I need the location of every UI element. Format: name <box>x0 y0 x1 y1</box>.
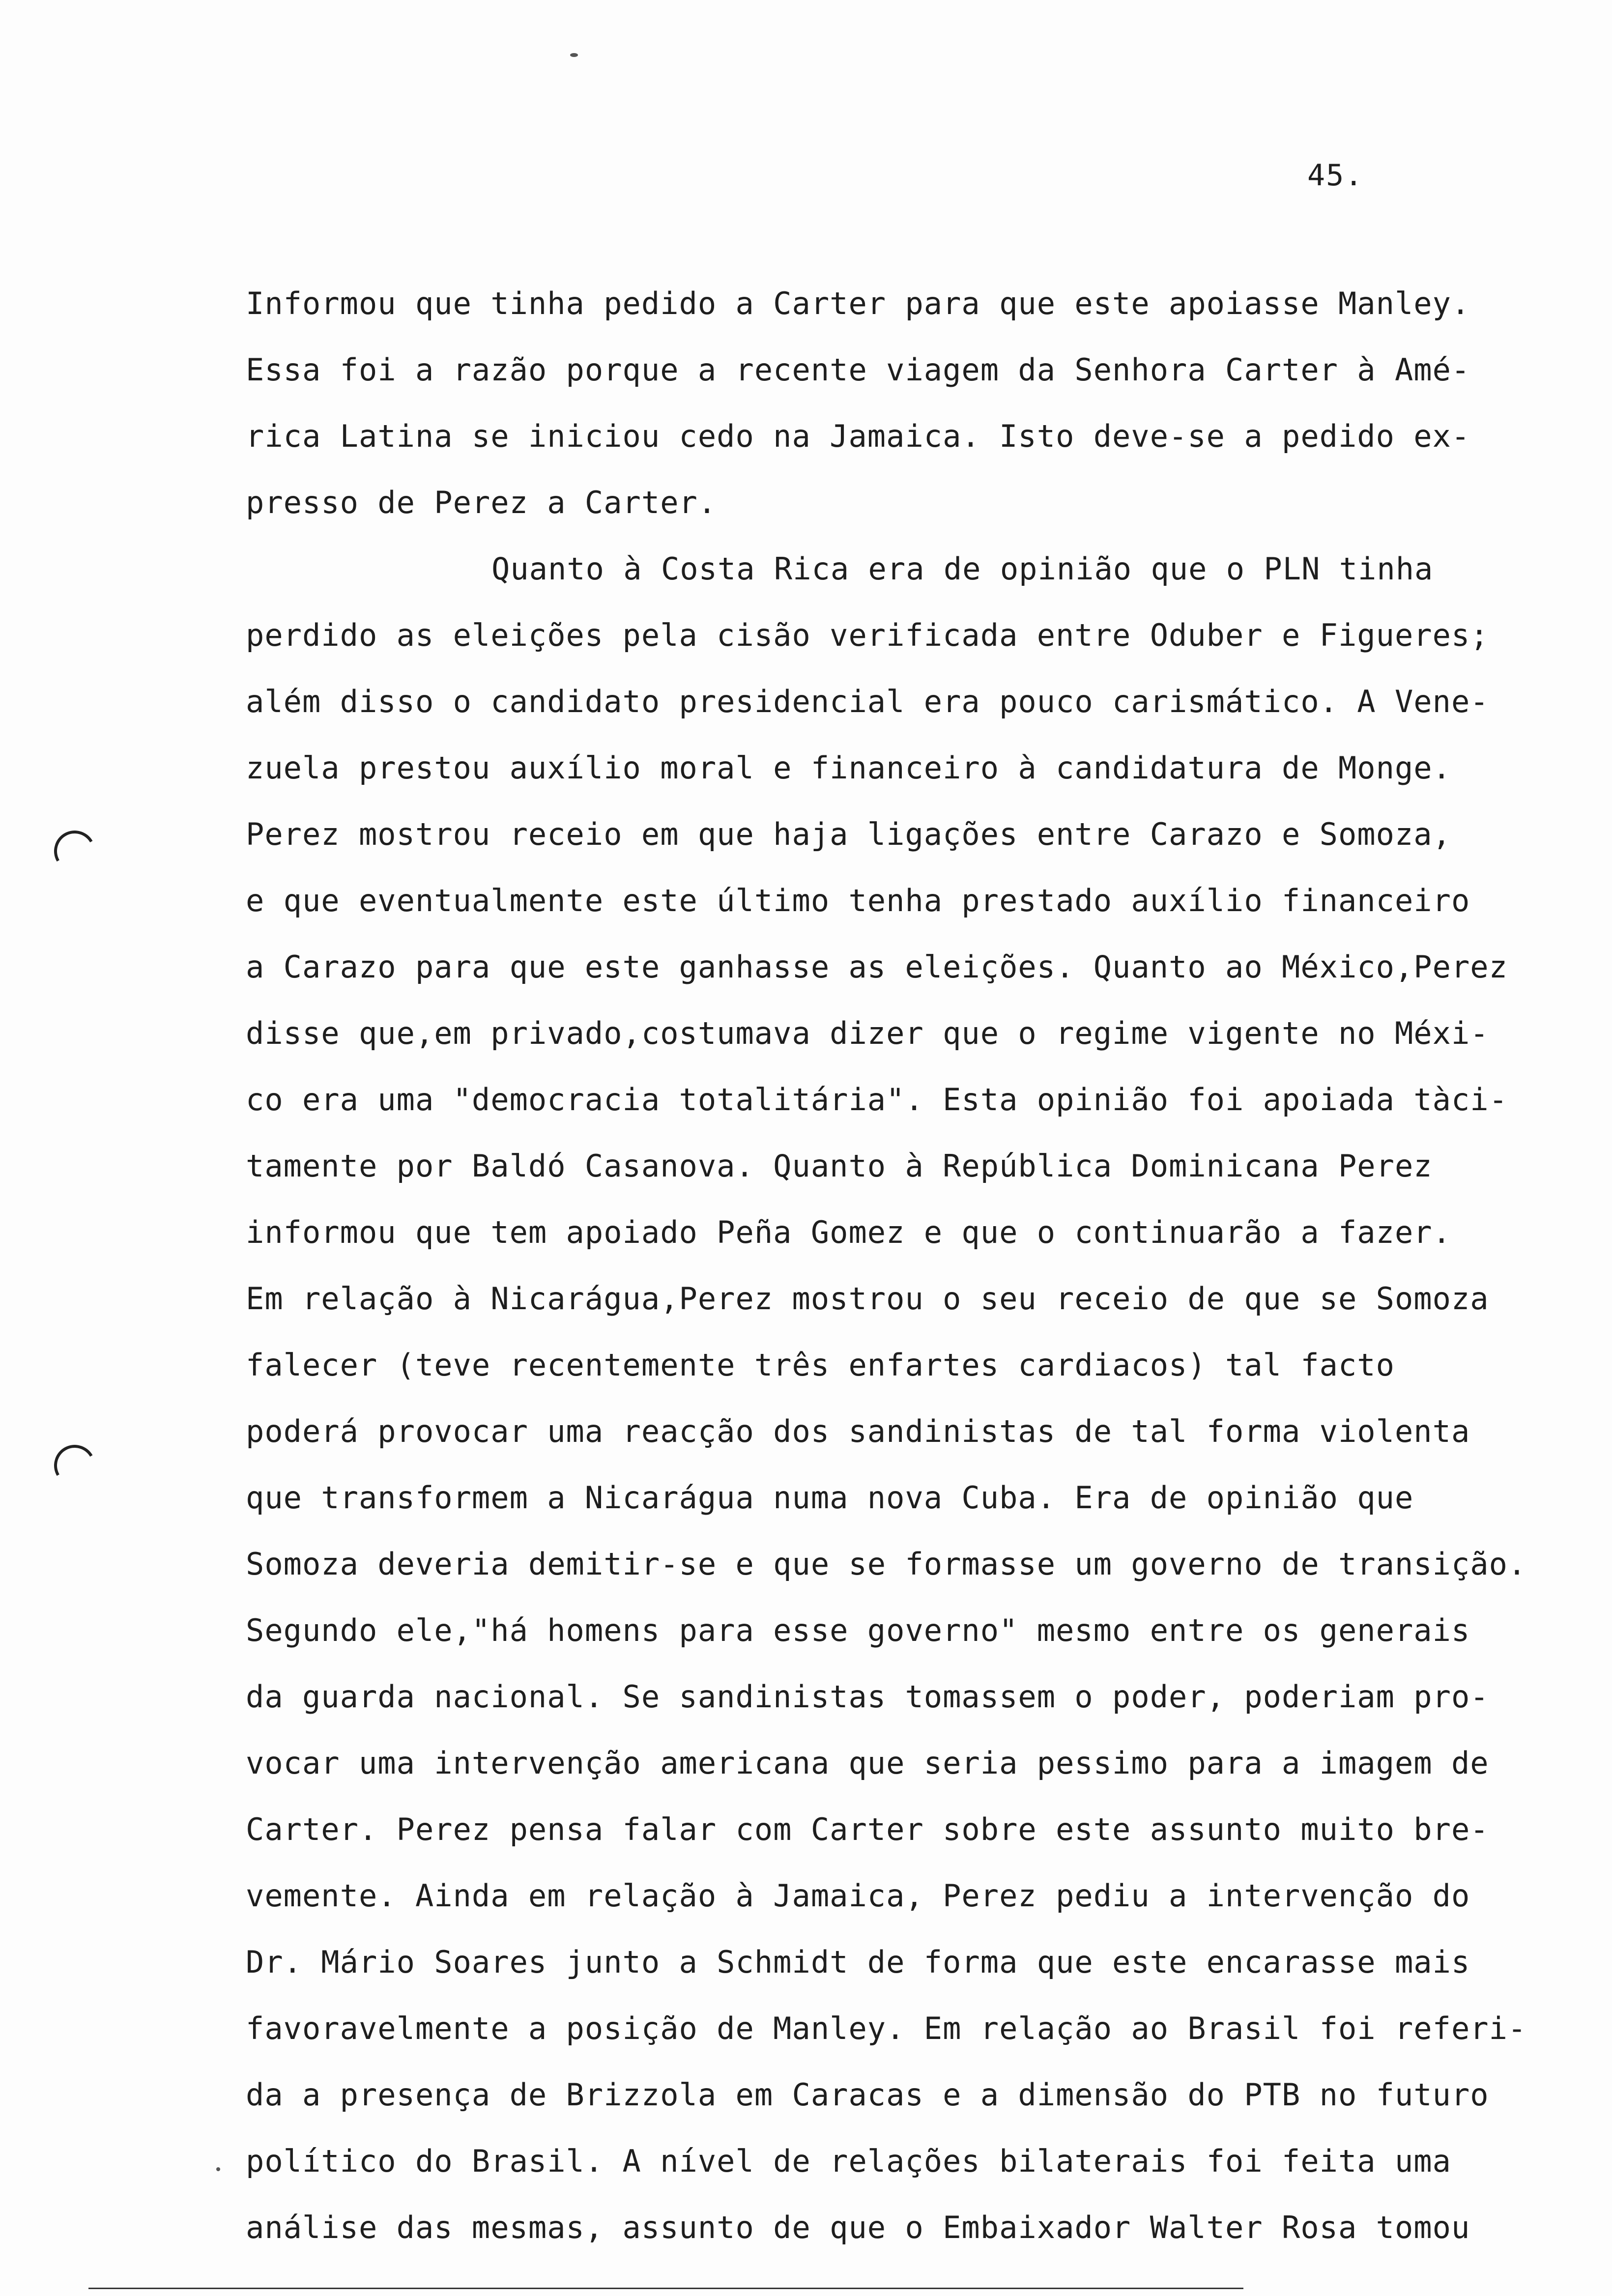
text-line: Somoza deveria demitir-se e que se formasse um governo de transição. <box>246 1546 1527 1582</box>
text-line: disse que,em privado,costumava dizer que o regime vigente no Méxi- <box>246 1015 1489 1051</box>
text-line: co era uma "democracia totalitária". Esta opinião foi apoiada tàci- <box>246 1082 1508 1118</box>
text-line: Dr. Mário Soares junto a Schmidt de forma que este encarasse mais <box>246 1944 1470 1980</box>
typed-body-text <box>246 287 1607 2278</box>
text-line: da a presença de Brizzola em Caracas e a dimensão do PTB no futuro <box>246 2077 1489 2113</box>
text-line: falecer (teve recentemente três enfartes cardiacos) tal facto <box>246 1347 1395 1383</box>
text-line: a Carazo para que este ganhasse as eleições. Quanto ao México,Perez <box>246 949 1508 985</box>
text-line: Informou que tinha pedido a Carter para que este apoiasse Manley. <box>246 286 1470 321</box>
text-line: análise das mesmas, assunto de que o Embaixador Walter Rosa tomou <box>246 2210 1470 2245</box>
text-line: perdido as eleições pela cisão verificada entre Oduber e Figueres; <box>246 617 1489 653</box>
text-line: Carter. Perez pensa falar com Carter sobre este assunto muito bre- <box>246 1811 1489 1847</box>
text-line: além disso o candidato presidencial era pouco carismático. A Vene- <box>246 684 1489 719</box>
text-line: Quanto à Costa Rica era de opinião que o PLN tinha <box>491 551 1434 587</box>
paper-speck <box>570 53 578 57</box>
text-line: informou que tem apoiado Peña Gomez e que o continuarão a fazer. <box>246 1214 1451 1250</box>
punch-hole-mark <box>50 826 100 877</box>
text-line: e que eventualmente este último tenha prestado auxílio financeiro <box>246 883 1470 918</box>
paper-speck <box>216 2167 220 2171</box>
text-line: Em relação à Nicarágua,Perez mostrou o seu receio de que se Somoza <box>246 1281 1489 1317</box>
text-line: zuela prestou auxílio moral e financeiro à candidatura de Monge. <box>246 750 1451 786</box>
text-line: favoravelmente a posição de Manley. Em relação ao Brasil foi referi- <box>246 2010 1527 2046</box>
text-line: presso de Perez a Carter. <box>246 485 717 520</box>
text-line: da guarda nacional. Se sandinistas tomassem o poder, poderiam pro- <box>246 1679 1489 1715</box>
text-line: poderá provocar uma reacção dos sandinistas de tal forma violenta <box>246 1413 1470 1449</box>
bottom-edge-rule <box>88 2288 1243 2289</box>
text-line: que transformem a Nicarágua numa nova Cuba. Era de opinião que <box>246 1480 1414 1516</box>
text-line: tamente por Baldó Casanova. Quanto à República Dominicana Perez <box>246 1148 1433 1184</box>
text-line: vemente. Ainda em relação à Jamaica, Perez pediu a intervenção do <box>246 1878 1470 1914</box>
text-line: Perez mostrou receio em que haja ligações entre Carazo e Somoza, <box>246 816 1451 852</box>
text-line: político do Brasil. A nível de relações bilaterais foi feita uma <box>246 2143 1451 2179</box>
punch-hole-mark <box>50 1440 100 1491</box>
page-number: 45. <box>1307 158 1364 193</box>
text-line: Essa foi a razão porque a recente viagem da Senhora Carter à Amé- <box>246 352 1470 388</box>
text-line: Segundo ele,"há homens para esse governo" mesmo entre os generais <box>246 1612 1470 1648</box>
text-line: vocar uma intervenção americana que seria pessimo para a imagem de <box>246 1745 1489 1781</box>
text-line: rica Latina se iniciou cedo na Jamaica. Isto deve-se a pedido ex- <box>246 418 1470 454</box>
